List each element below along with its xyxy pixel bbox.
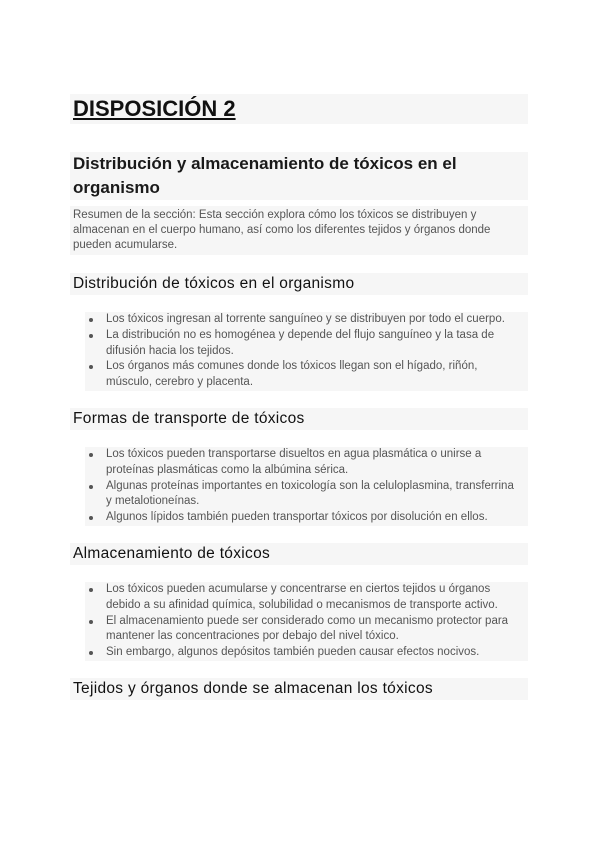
list-item: Los órganos más comunes donde los tóxicos llegan son el hígado, riñón, músculo, cerebro y placenta. xyxy=(85,359,528,391)
list-item: Sin embargo, algunos depósitos también pueden causar efectos nocivos. xyxy=(85,645,528,661)
list-item: Los tóxicos ingresan al torrente sanguíneo y se distribuyen por todo el cuerpo. xyxy=(85,312,528,328)
list-item: El almacenamiento puede ser considerado como un mecanismo protector para mantener las concentraciones por debajo del nivel tóxico. xyxy=(85,614,528,646)
section-heading-distribucion: Distribución de tóxicos en el organismo xyxy=(70,273,528,295)
list-item: Algunas proteínas importantes en toxicología son la celuloplasmina, transferrina y metalotioneínas. xyxy=(85,479,528,511)
list-item: La distribución no es homogénea y depende del flujo sanguíneo y la tasa de difusión hacia los tejidos. xyxy=(85,328,528,360)
document-subtitle: Distribución y almacenamiento de tóxicos en el organismo xyxy=(70,152,528,200)
bullet-list-distribucion xyxy=(70,312,528,391)
list-item: Los tóxicos pueden acumularse y concentrarse en ciertos tejidos u órganos debido a su afinidad química, solubilidad o mecanismos de transporte activo. xyxy=(85,582,528,614)
section-summary: Resumen de la sección: Esta sección explora cómo los tóxicos se distribuyen y almacenan en el cuerpo humano, así como los diferentes tejidos y órganos donde pueden acumularse. xyxy=(70,206,528,255)
document-content xyxy=(70,94,528,700)
bullet-list-almacenamiento xyxy=(70,582,528,661)
section-heading-transporte: Formas de transporte de tóxicos xyxy=(70,408,528,430)
list-item: Los tóxicos pueden transportarse disueltos en agua plasmática o unirse a proteínas plasmáticas como la albúmina sérica. xyxy=(85,447,528,479)
section-heading-tejidos: Tejidos y órganos donde se almacenan los tóxicos xyxy=(70,678,528,700)
bullet-list-transporte xyxy=(70,447,528,526)
list-item: Algunos lípidos también pueden transportar tóxicos por disolución en ellos. xyxy=(85,510,528,526)
page-title: DISPOSICIÓN 2 xyxy=(70,94,528,124)
section-heading-almacenamiento: Almacenamiento de tóxicos xyxy=(70,543,528,565)
